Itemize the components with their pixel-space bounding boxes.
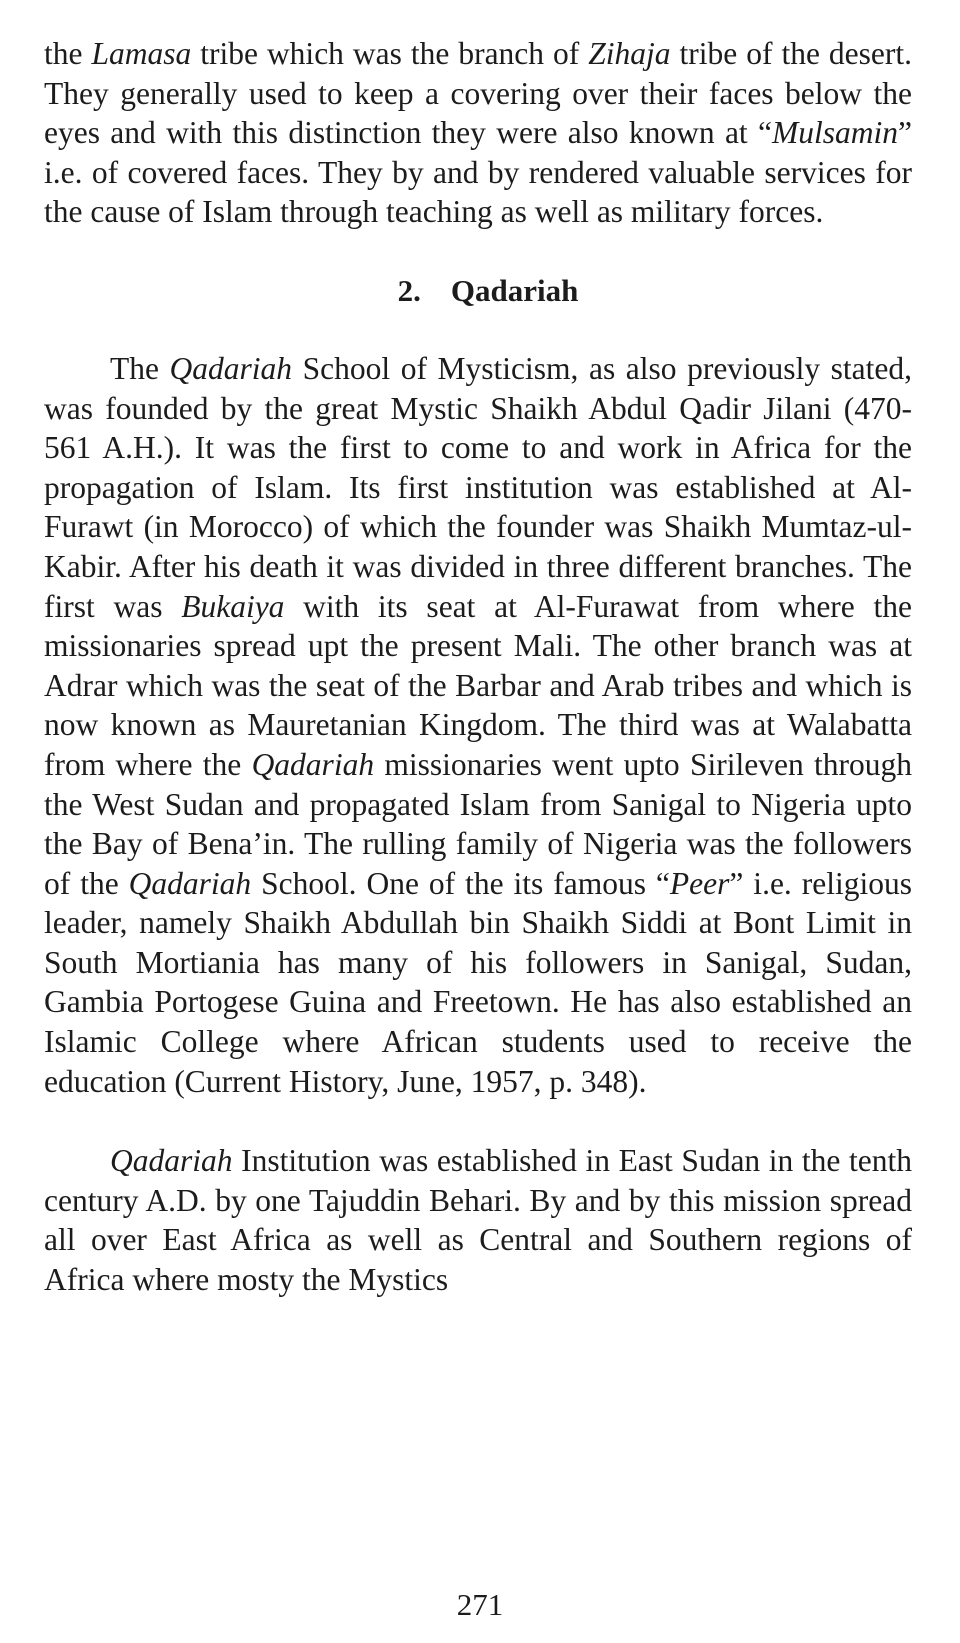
italic-term: Qadariah (128, 865, 252, 901)
italic-term: Qadariah (251, 746, 375, 782)
page-number: 271 (456, 1587, 504, 1622)
section-title: Qadariah (450, 272, 579, 308)
paragraph-qadariah-school (44, 349, 912, 1101)
text-run: with its seat at Al-Furawat from where the missionaries spread upt the present Mali. The other branch was at Adrar which was the seat of the Barbar and Arab tribes and which is now known as Mauretanian Kingdom. The third was at Walabatta from where the (44, 588, 912, 782)
section-heading (44, 271, 912, 311)
section-number: 2. (397, 272, 421, 308)
italic-term: Peer (669, 865, 730, 901)
italic-term: Lamasa (91, 36, 192, 71)
text-run: the (44, 36, 92, 71)
text-run: School of Mysticism, as also previously stated, was founded by the great Mystic Shaikh Abdul Qadir Jilani (470-561 A.H.). It was the first to come to and work in Africa for the propagation of Islam. Its first institution was established at Al-Furawt (in Morocco) of which the founder was Shaikh Mumtaz-ul-Kabir. After his death it was divided in three different branches. The first was (44, 350, 912, 624)
italic-term: Mulsamin (772, 115, 899, 151)
paragraph-lamasa-tribe (44, 34, 912, 232)
italic-term: Qadariah (110, 1143, 233, 1179)
text-run: missionaries went upto Sirileven through the West Sudan and propagated Islam from Sanigal to Nigeria upto the Bay of Bena’in. The rulling family of Nigeria was the followers of the (44, 746, 912, 901)
paragraph-gap (44, 1101, 912, 1141)
text-run: ” i.e. religious leader, namely Shaikh Abdullah bin Shaikh Siddi at Bont Limit in South Mortiania has many of his followers in Sanigal, Sudan, Gambia Portogese Guina and Freetown. He has also established an Islamic College where African students used to receive the education (Current History, June, 1957, p. 348). (44, 865, 912, 1099)
italic-term: Qadariah (169, 350, 293, 386)
text-run: Institution was established in East Sudan in the tenth century A.D. by one Tajuddin Behari. By and by this mission spread all over East Africa as well as Central and Southern regions of Africa where mosty the Mystics (44, 1143, 912, 1298)
text-run: ” i.e. of covered faces. They by and by rendered valuable services for the cause of Islam through teaching as well as military forces. (44, 115, 912, 230)
italic-term: Bukaiya (181, 588, 285, 624)
paragraph-east-sudan (44, 1141, 912, 1299)
text-run: tribe of the desert. They generally used to keep a covering over their faces below the eyes and with this distinction they were also known at “ (44, 36, 912, 151)
text-run: tribe which was the branch of (191, 36, 589, 71)
italic-term: Zihaja (588, 36, 671, 71)
text-run: The (110, 350, 170, 386)
text-run: School. One of the its famous “ (251, 865, 670, 901)
